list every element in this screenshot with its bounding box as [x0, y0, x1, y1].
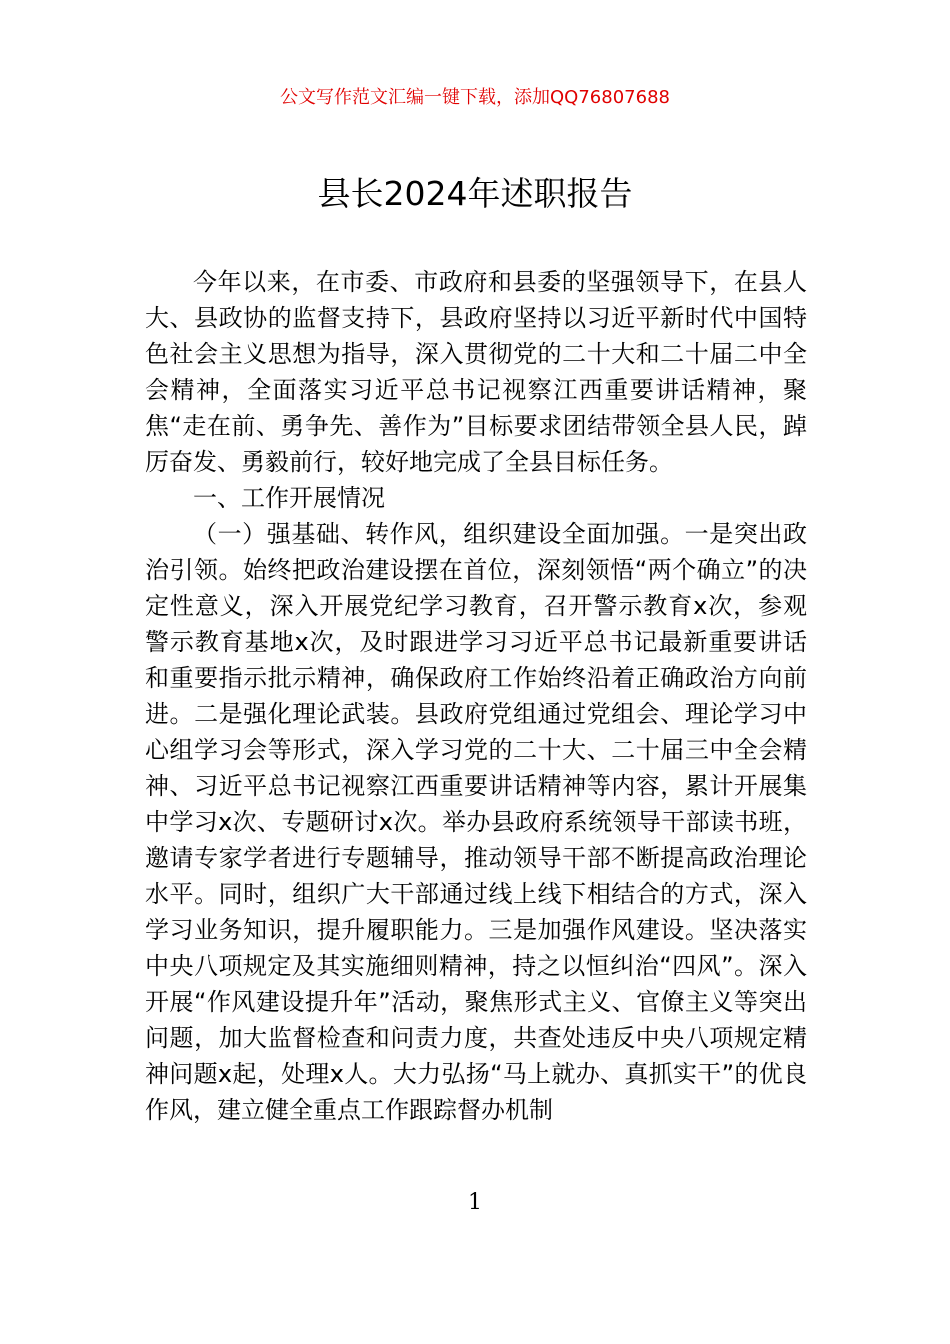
paragraph-intro: 今年以来，在市委、市政府和县委的坚强领导下，在县人大、县政协的监督支持下，县政府坚持以习近平新时代中国特色社会主义思想为指导，深入贯彻党的二十大和二十届二中全会精神，全面落实习近平总书记视察江西重要讲话精神，聚焦“走在前、勇争先、善作为”目标要求团结带领全县人民，踔厉奋发、勇毅前行，较好地完成了全县目标任务。: [145, 268, 807, 476]
document-body: [145, 264, 807, 1128]
header-note: 公文写作范文汇编一键下载，添加QQ76807688: [280, 87, 670, 108]
document-title: 县长2024年述职报告: [317, 174, 633, 213]
section-heading: 一、工作开展情况: [193, 484, 385, 512]
page-number: 1: [468, 1190, 482, 1215]
paragraph-section-1: （一）强基础、转作风，组织建设全面加强。一是突出政治引领。始终把政治建设摆在首位，深刻领悟“两个确立”的决定性意义，深入开展党纪学习教育，召开警示教育x次，参观警示教育基地x次，及时跟进学习习近平总书记最新重要讲话和重要指示批示精神，确保政府工作始终沿着正确政治方向前进。二是强化理论武装。县政府党组通过党组会、理论学习中心组学习会等形式，深入学习党的二十大、二十届三中全会精神、习近平总书记视察江西重要讲话精神等内容，累计开展集中学习x次、专题研讨x次。举办县政府系统领导干部读书班，邀请专家学者进行专题辅导，推动领导干部不断提高政治理论水平。同时，组织广大干部通过线上线下相结合的方式，深入学习业务知识，提升履职能力。三是加强作风建设。坚决落实中央八项规定及其实施细则精神，持之以恒纠治“四风”。深入开展“作风建设提升年”活动，聚焦形式主义、官僚主义等突出问题，加大监督检查和问责力度，共查处违反中央八项规定精神问题x起，处理x人。大力弘扬“马上就办、真抓实干”的优良作风，建立健全重点工作跟踪督办机制: [145, 520, 807, 1124]
